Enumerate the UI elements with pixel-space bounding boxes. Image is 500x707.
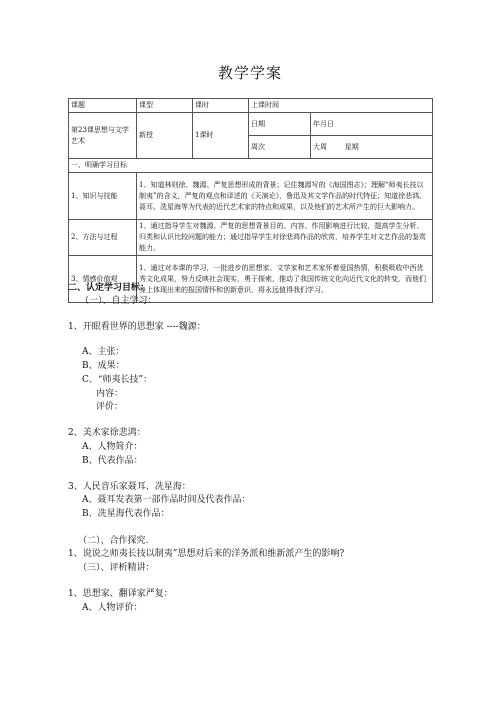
sub-item: B、代表作品： (82, 456, 143, 466)
goal-label: 1、知识与技能 (69, 173, 137, 220)
sub-item: C、“师夷长技”： (82, 375, 153, 385)
subsection-heading: （二）、合作探究. (78, 536, 149, 546)
sub-item: 评价： (96, 402, 124, 412)
goal-text: 1、通过指导学生对魏源、严复的思想背景目的、内容、作用影响进行比较，提高学生分析、归类和认识比较问题的能力；通过指导学生对徐悲鸿作品的欣赏，培养学生对文艺作品的鉴赏能力。 (137, 220, 433, 256)
type-cell: 新授 (137, 113, 193, 159)
sub-item: B、冼星海代表作品： (82, 509, 170, 519)
subsection-heading: （三）、评析精讲： (78, 563, 155, 573)
goal-label: 3、情感价值观 (69, 256, 137, 303)
lesson-plan-table (68, 98, 433, 303)
sub-item: A、人物简介： (82, 442, 143, 452)
date-label: 日期 (249, 113, 311, 136)
question-item: 1、思想家、翻译家严复： (68, 589, 173, 599)
question-item: 2、美术家徐悲鸿： (68, 428, 146, 438)
goal-text: 1、通过对本课的学习，一批进步的思想家、文学家和艺术家怀着爱国热情，积极吸收中西优秀文化成果，努力反映社会现实，勇于探索，推动了我国传统文化向近代文化的转变，而他们身上体现出来的报国情怀和创新意识，将永远值得我们学习。 (137, 256, 433, 303)
subsection-heading: （一）、自主学习： (80, 296, 157, 306)
header-time: 上课时间 (249, 99, 433, 113)
week-label: 周次 (249, 136, 311, 159)
question-item: 3、人民音乐家聂耳、冼星海： (68, 482, 191, 492)
sub-item: A、主张： (82, 347, 125, 357)
question-item: 1、说说之师夷长技以制夷”思想对后来的洋务派和维新派产生的影响? (68, 549, 345, 559)
sub-item: A、人物评价： (82, 603, 143, 613)
question-item: 1、开眼看世界的思想家 ----魏源： (68, 322, 206, 332)
period-cell: 1课时 (193, 113, 249, 159)
section-heading: 二、认定学习目标： (68, 283, 150, 293)
week-value: 大周 星期 (311, 136, 433, 159)
goal-label: 2、方法与过程 (69, 220, 137, 256)
header-topic: 课题 (69, 99, 137, 113)
sub-item: A、聂耳发表第一部作品时间及代表作品： (82, 495, 251, 505)
sub-item: 内容： (96, 389, 124, 399)
header-type: 课型 (137, 99, 193, 113)
goal-text: 1、知道林则徐、魏源、严复思想形成的背景；记住魏源写的《海国图志》；理解“师夷长技以制夷”的含义，严复的观点和译述的《天演论》，鲁迅及其文学作品的时代特征；知道徐悲鸿、聂耳、冼星海等为代表的近代艺术家的特点和成果，以及他们的艺术所产生的巨大影响力。 (137, 173, 433, 220)
sub-item: B、成果： (82, 361, 125, 371)
topic-cell: 第23课思想与文学艺术 (69, 113, 137, 159)
section-goals-heading: 一、明确学习目标 (69, 159, 433, 173)
header-period: 课时 (193, 99, 249, 113)
page-title: 教学学案 (217, 64, 282, 82)
date-value: 年月日 (311, 113, 433, 136)
